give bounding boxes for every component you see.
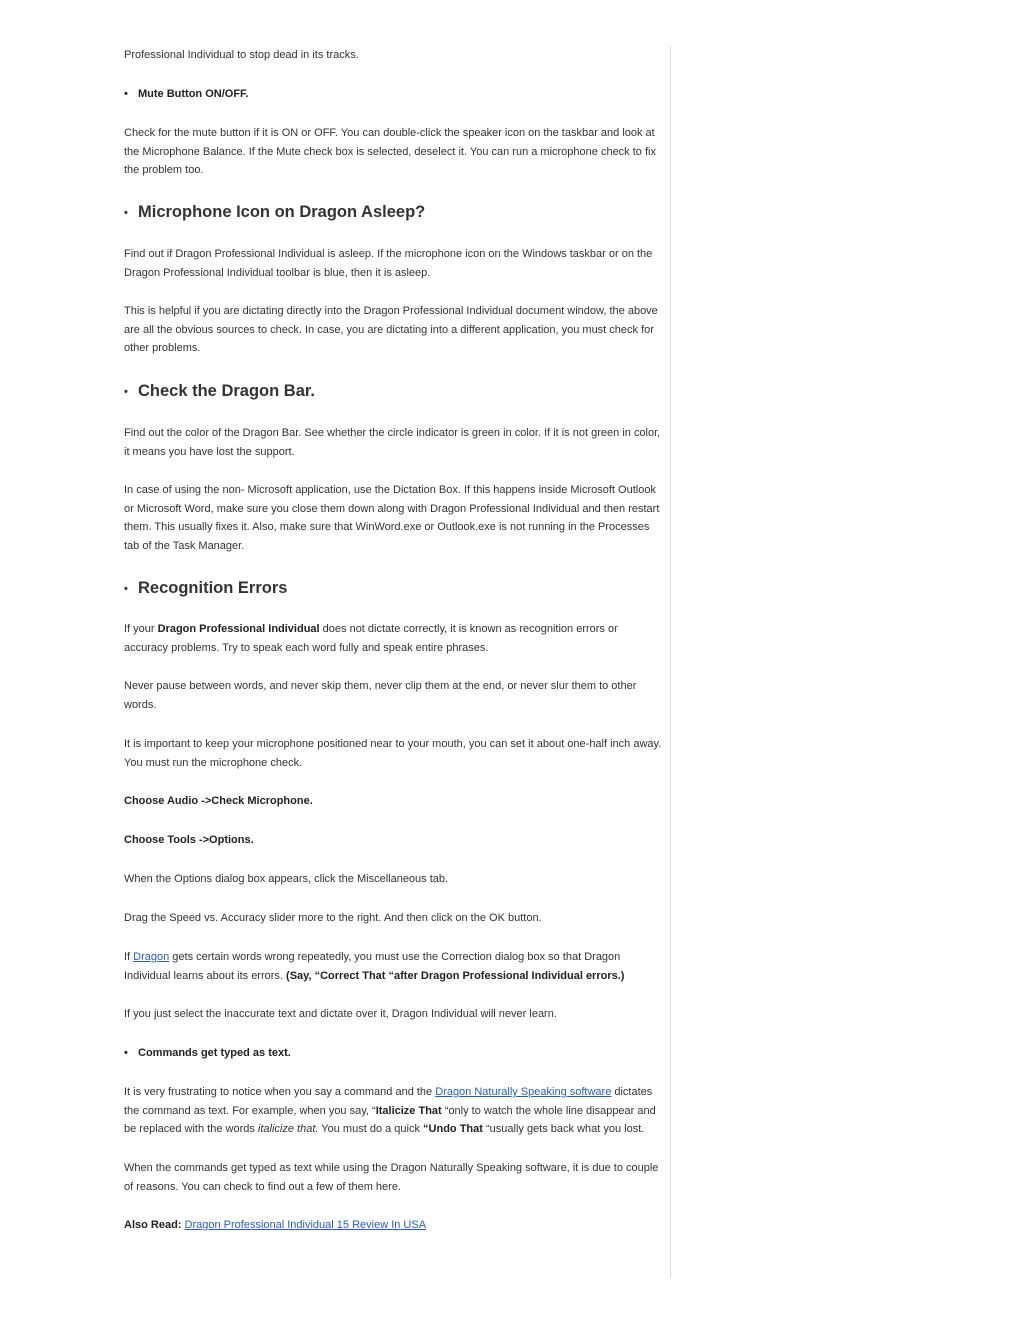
bullet-mute-label: Mute Button ON/OFF. — [138, 88, 249, 100]
heading-dragon-bar — [124, 380, 664, 403]
select-paragraph: If you just select the inaccurate text and dictate over it, Dragon Individual will never learn. — [124, 1008, 557, 1020]
dragon-link[interactable]: Dragon — [133, 951, 170, 963]
bullet-icon: • — [124, 88, 128, 100]
options-paragraph: When the Options dialog box appears, click the Miscellaneous tab. — [124, 873, 449, 885]
column-divider — [670, 46, 671, 1278]
dragon-naturally-speaking-link[interactable]: Dragon Naturally Speaking software — [435, 1086, 612, 1098]
bullet-commands-label: Commands get typed as text. — [138, 1047, 291, 1059]
helpful-paragraph: This is helpful if you are dictating directly into the Dragon Professional Individual document window, the above are all the obvious sources to check. In case, you are dictating into a different application, you must check for other problems. — [124, 305, 658, 355]
bullet-icon: • — [124, 385, 128, 398]
heading-dragon-bar-label: Check the Dragon Bar. — [138, 382, 315, 400]
correction-paragraph: If Dragon gets certain words wrong repeatedly, you must use the Correction dialog box so that Dragon Individual learns about its errors. (Say, “Correct That “after Dragon Professional Individual errors.) — [124, 951, 625, 982]
choose-tools-step: Choose Tools ->Options. — [124, 834, 254, 846]
bullet-icon: • — [124, 206, 128, 219]
pause-paragraph: Never pause between words, and never skip them, never clip them at the end, or never slur them to other words. — [124, 680, 637, 711]
heading-recognition-label: Recognition Errors — [138, 579, 288, 597]
heading-asleep-label: Microphone Icon on Dragon Asleep? — [138, 203, 426, 221]
bullet-icon: • — [124, 1047, 128, 1059]
also-read-label: Also Read: — [124, 1219, 182, 1231]
frustrating-paragraph: It is very frustrating to notice when you say a command and the Dragon Naturally Speaking software dictates the command as text. For example, when you say, “Italicize That “only to watch the whole line disappear and be replaced with the words italicize that. You must do a quick “Undo That “usually gets back what you lost. — [124, 1086, 656, 1136]
bullet-mute — [124, 85, 664, 104]
review-link[interactable]: Dragon Professional Individual 15 Review In USA — [184, 1219, 427, 1231]
recognition-paragraph: If your Dragon Professional Individual does not dictate correctly, it is known as recognition errors or accuracy problems. Try to speak each word fully and speak entire phrases. — [124, 623, 618, 654]
non-microsoft-paragraph: In case of using the non- Microsoft application, use the Dictation Box. If this happens inside Microsoft Outlook or Microsoft Word, make sure you close them down along with Dragon Professional Individual and then restart them. This usually fixes it. Also, make sure that WinWord.exe or Outlook.exe is not running in the Processes tab of the Task Manager. — [124, 484, 660, 553]
reasons-paragraph: When the commands get typed as text while using the Dragon Naturally Speaking software, it is due to couple of reasons. You can check to find out a few of them here. — [124, 1162, 659, 1193]
asleep-paragraph: Find out if Dragon Professional Individual is asleep. If the microphone icon on the Windows taskbar or on the Dragon Professional Individual toolbar is blue, then it is asleep. — [124, 248, 653, 279]
bullet-icon: • — [124, 582, 128, 595]
heading-recognition-errors — [124, 577, 664, 600]
also-read — [124, 1216, 664, 1235]
drag-slider-paragraph: Drag the Speed vs. Accuracy slider more to the right. And then click on the OK button. — [124, 912, 542, 924]
dragon-bar-paragraph: Find out the color of the Dragon Bar. See whether the circle indicator is green in color. If it is not green in color, it means you have lost the support. — [124, 427, 661, 458]
heading-asleep — [124, 201, 664, 224]
bullet-commands — [124, 1044, 664, 1063]
intro-paragraph: Professional Individual to stop dead in its tracks. — [124, 49, 359, 61]
choose-audio-step: Choose Audio ->Check Microphone. — [124, 795, 313, 807]
microphone-paragraph: It is important to keep your microphone positioned near to your mouth, you can set it about one-half inch away. You must run the microphone check. — [124, 738, 662, 769]
mute-paragraph: Check for the mute button if it is ON or OFF. You can double-click the speaker icon on the taskbar and look at the Microphone Balance. If the Mute check box is selected, deselect it. You can run a microphone check to fix the problem too. — [124, 127, 656, 177]
